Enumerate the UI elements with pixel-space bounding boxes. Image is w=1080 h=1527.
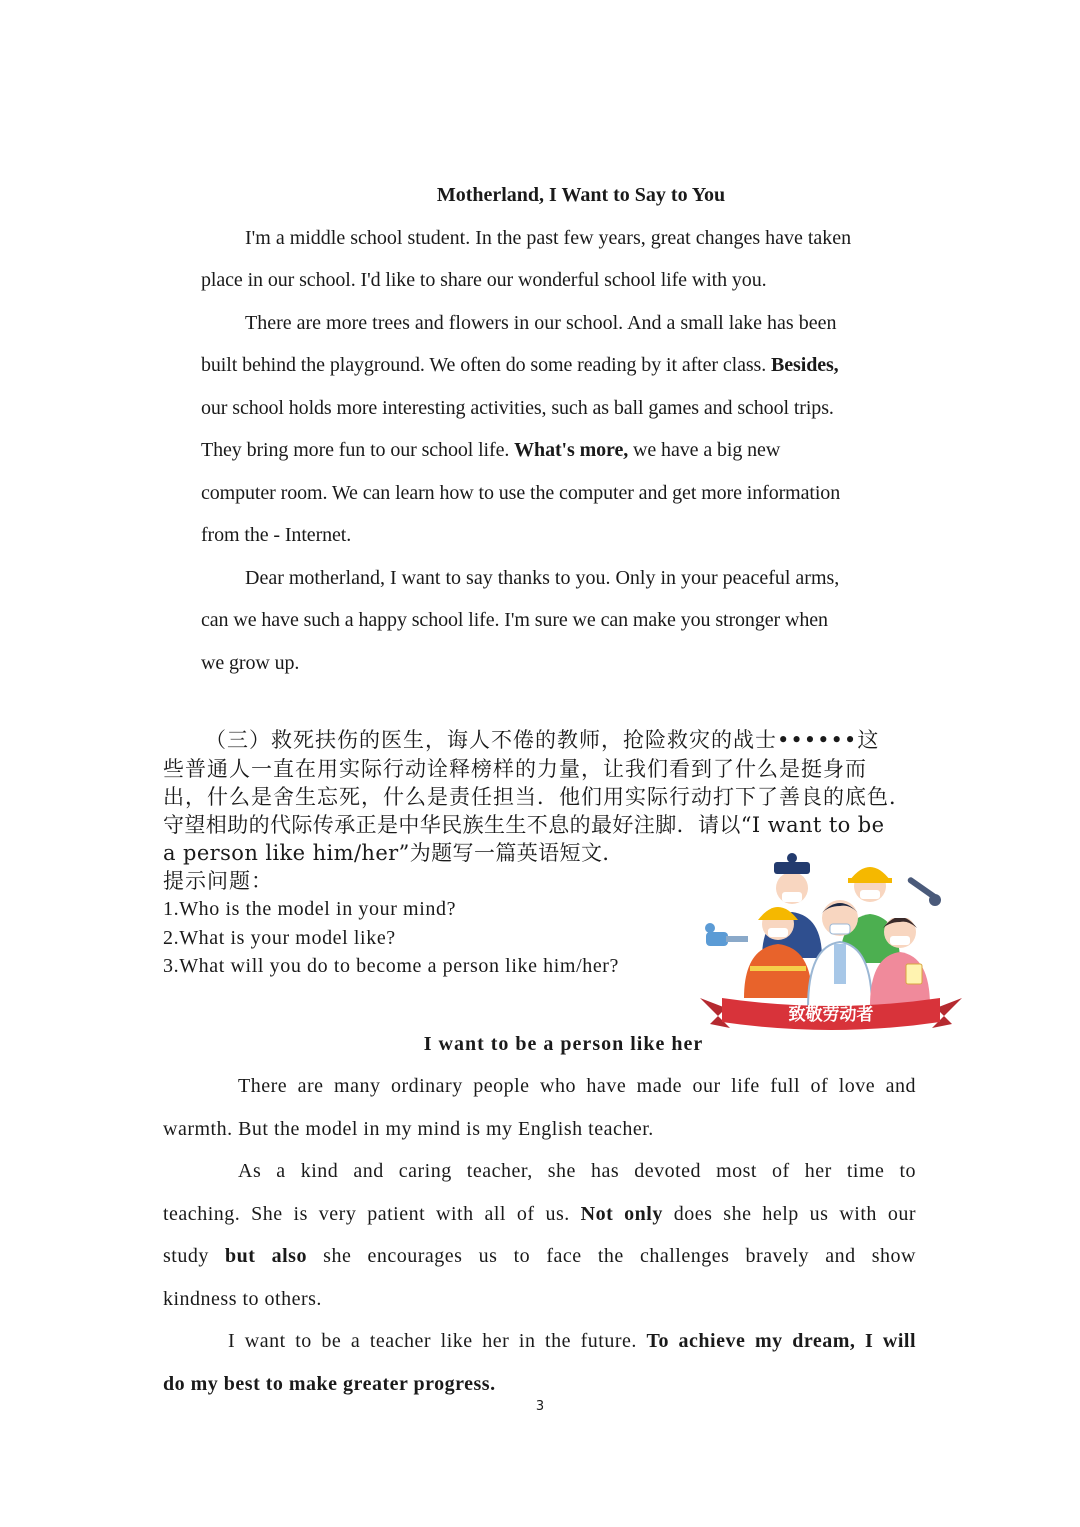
bold-phrase: To achieve my dream, I will [646,1330,917,1352]
essay1-line: built behind the playground. We often do some reading by it after class. Besides, [201,354,839,376]
workers-illustration [700,848,962,1036]
essay1-line: place in our school. I'd like to share our wonderful school life with you. [201,269,767,291]
essay2-line: There are many ordinary people who have made our life full of love and [238,1075,916,1097]
essay1-title: Motherland, I Want to Say to You [436,184,726,206]
essay2-line [163,1372,496,1396]
essay1-line: we grow up. [201,652,300,674]
essay2-line: I want to be a teacher like her in the future. To achieve my dream, I will [228,1330,917,1352]
task-line: 些普通人一直在用实际行动诠释榜样的力量，让我们看到了什么是挺身而 [163,757,867,781]
bold-phrase: What's more, [514,439,629,461]
essay1-line: I'm a middle school student. In the past few years, great changes have taken [245,227,852,249]
essay1-line: They bring more fun to our school life. What's more, we have a big new [201,439,781,461]
task-line: 出，什么是舍生忘死，什么是责任担当．他们用实际行动打下了善良的底色． [163,785,911,809]
essay1-line: There are more trees and flowers in our school. And a small lake has been [245,312,837,334]
essay1-line: can we have such a happy school life. I'm sure we can make you stronger when [201,609,828,631]
essay1-line: Dear motherland, I want to say thanks to you. Only in your peaceful arms, [245,567,840,589]
task-line: a person like him/her”为题写一篇英语短文． [163,841,624,865]
task-question: 1.Who is the model in your mind? [163,898,457,920]
page-number: 3 [535,1399,545,1414]
essay1-line: from the - Internet. [201,524,352,546]
essay2-title: I want to be a person like her [423,1033,704,1055]
essay2-line: As a kind and caring teacher, she has devoted most of her time to [238,1160,916,1182]
police-figure [762,853,822,958]
scrubber-icon [705,923,748,946]
bold-phrase: but also [225,1245,307,1267]
essay2-line: teaching. She is very patient with all of us. Not only does she help us with our [163,1203,916,1225]
task-question: 3.What will you do to become a person like him/her? [163,955,620,977]
essay2-line: warmth. But the model in my mind is my English teacher. [163,1118,654,1140]
essay2-line: kindness to others. [163,1288,322,1310]
wrench-icon [907,876,941,906]
essay1-line: our school holds more interesting activities, such as ball games and school trips. [201,397,834,419]
essay1-line: computer room. We can learn how to use the computer and get more information [201,482,841,504]
bold-phrase: do my best to make greater progress. [163,1373,496,1395]
task-line: （三）救死扶伤的医生，诲人不倦的教师，抢险救灾的战士••••••这 [205,728,880,752]
bold-phrase: Not only [580,1203,663,1225]
task-line: 守望相助的代际传承正是中华民族生生不息的最好注脚．请以“I want to be [163,813,885,837]
task-question: 2.What is your model like? [163,927,396,949]
banner-text: 致敬劳动者 [788,1005,874,1025]
essay2-line: study but also she encourages us to face the challenges bravely and show [163,1245,916,1267]
task-hint-label: 提示问题： [163,869,273,893]
bold-phrase: Besides, [771,354,839,376]
